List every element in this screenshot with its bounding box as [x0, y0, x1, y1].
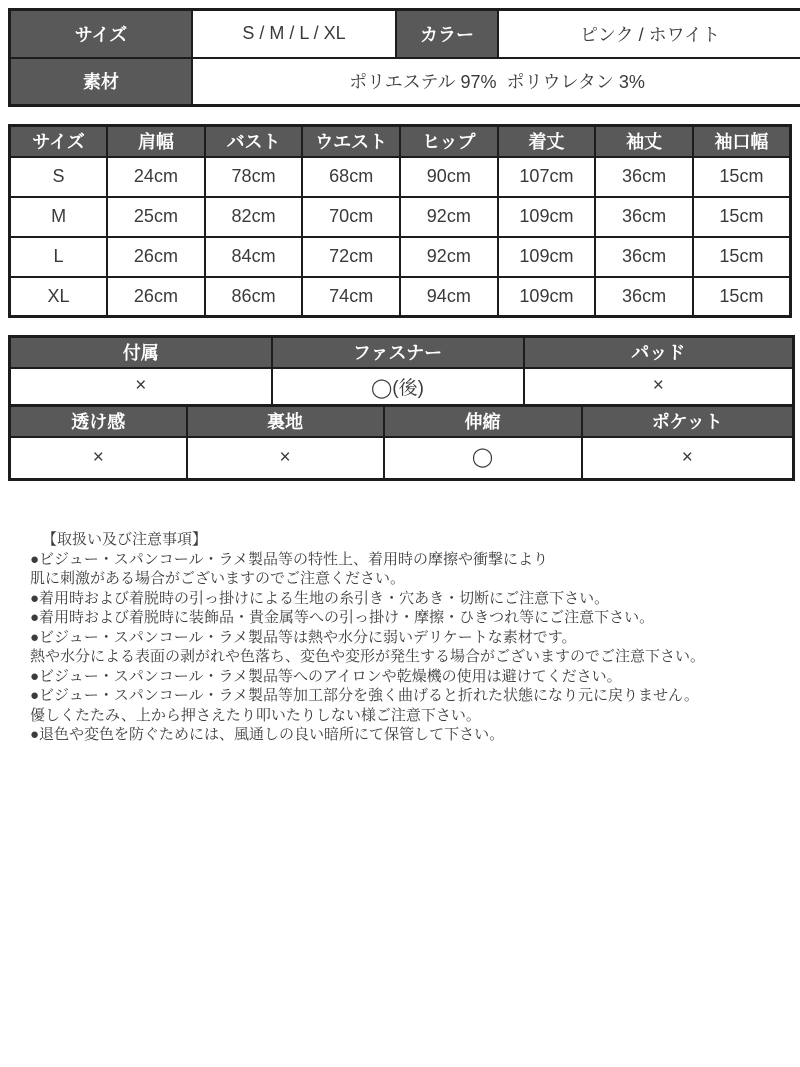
feature-value-cell: × — [524, 368, 794, 406]
feature-value-cell: × — [10, 437, 187, 480]
feature-header-cell: 透け感 — [10, 406, 187, 437]
size-chart-header-cell: ウエスト — [302, 126, 400, 157]
size-chart-header-cell: 着丈 — [498, 126, 596, 157]
size-chart-cell: 15cm — [693, 277, 791, 317]
feature-value-cell: ◯ — [384, 437, 582, 480]
size-chart-cell: 109cm — [498, 197, 596, 237]
size-chart-cell: 74cm — [302, 277, 400, 317]
features1-value-row — [10, 368, 794, 406]
size-label-cell: サイズ — [10, 10, 193, 58]
size-chart-cell: 72cm — [302, 237, 400, 277]
size-chart-cell: 92cm — [400, 237, 498, 277]
care-note-line: ●ビジュー・スパンコール・ラメ製品等へのアイロンや乾燥機の使用は避けてください。 — [30, 667, 622, 685]
size-chart-cell: 86cm — [205, 277, 303, 317]
size-chart-cell: 70cm — [302, 197, 400, 237]
table-row — [10, 10, 800, 58]
feature-value-cell: × — [10, 368, 272, 406]
feature-header-cell: ファスナー — [272, 337, 524, 368]
size-chart-header-cell: 袖丈 — [595, 126, 693, 157]
size-chart-header-cell: 肩幅 — [107, 126, 205, 157]
color-label-cell: カラー — [396, 10, 498, 58]
size-chart-cell: 68cm — [302, 157, 400, 197]
table-row — [10, 197, 791, 237]
care-note-line: ●着用時および着脱時の引っ掛けによる生地の糸引き・穴あき・切断にご注意下さい。 — [30, 589, 610, 607]
care-note-line: ●ビジュー・スパンコール・ラメ製品等の特性上、着用時の摩擦や衝撃により — [30, 550, 549, 568]
size-chart-cell: 26cm — [107, 277, 205, 317]
table-row — [10, 58, 800, 106]
size-chart-cell: 25cm — [107, 197, 205, 237]
table-row — [10, 277, 791, 317]
size-value-cell: S / M / L / XL — [192, 10, 396, 58]
size-chart-header-cell: 袖口幅 — [693, 126, 791, 157]
table-row — [10, 157, 791, 197]
size-chart-cell: 36cm — [595, 277, 693, 317]
size-chart-cell: 82cm — [205, 197, 303, 237]
product-info-table — [8, 8, 800, 107]
care-note-line: 熱や水分による表面の剥がれや色落ち、変色や変形が発生する場合がございますのでご注意下さい。 — [30, 648, 706, 665]
size-chart-cell: 36cm — [595, 237, 693, 277]
size-chart-header-cell: サイズ — [10, 126, 108, 157]
material-value-cell: ポリエステル 97% ポリウレタン 3% — [192, 58, 800, 106]
size-chart-cell: S — [10, 157, 108, 197]
size-chart-header-cell: ヒップ — [400, 126, 498, 157]
feature-header-cell: 伸縮 — [384, 406, 582, 437]
size-chart-cell: 24cm — [107, 157, 205, 197]
care-notes-lines — [30, 550, 782, 745]
size-chart-cell: XL — [10, 277, 108, 317]
size-chart-cell: 78cm — [205, 157, 303, 197]
feature-header-cell: ポケット — [582, 406, 794, 437]
care-note-line: ●退色や変色を防ぐためには、風通しの良い暗所にて保管して下さい。 — [30, 726, 505, 743]
feature-value-cell: × — [187, 437, 384, 480]
care-note-line: ●ビジュー・スパンコール・ラメ製品等は熱や水分に弱いデリケートな素材です。 — [30, 628, 577, 646]
size-chart-cell: 107cm — [498, 157, 596, 197]
size-chart-cell: 26cm — [107, 237, 205, 277]
table-row — [10, 237, 791, 277]
size-chart-cell: 109cm — [498, 237, 596, 277]
care-note-line: 優しくたたみ、上から押さえたり叩いたりしない様ご注意下さい。 — [30, 706, 481, 724]
care-note-line: ●着用時および着脱時に装飾品・貴金属等への引っ掛け・摩擦・ひきつれ等にご注意下さい。 — [30, 609, 655, 626]
color-value-cell: ピンク / ホワイト — [498, 10, 800, 58]
feature-value-cell: ◯(後) — [272, 368, 524, 406]
features-table-2 — [8, 404, 795, 481]
size-chart-cell: 84cm — [205, 237, 303, 277]
care-note-line: 肌に刺激がある場合がございますのでご注意ください。 — [30, 570, 406, 587]
size-chart-cell: 15cm — [693, 157, 791, 197]
feature-value-cell: × — [582, 437, 794, 480]
size-chart-cell: 36cm — [595, 157, 693, 197]
size-chart-table — [8, 124, 792, 318]
material-label-cell: 素材 — [10, 58, 193, 106]
size-chart-cell: 92cm — [400, 197, 498, 237]
size-chart-cell: 15cm — [693, 237, 791, 277]
size-chart-cell: M — [10, 197, 108, 237]
care-notes — [30, 530, 782, 745]
size-chart-header-row — [10, 126, 791, 157]
size-chart-cell: 90cm — [400, 157, 498, 197]
size-chart-cell: 36cm — [595, 197, 693, 237]
feature-header-cell: パッド — [524, 337, 794, 368]
size-chart-header-cell: バスト — [205, 126, 303, 157]
features-table-1 — [8, 335, 795, 407]
size-chart-cell: 15cm — [693, 197, 791, 237]
size-chart-body — [10, 157, 791, 317]
feature-header-cell: 付属 — [10, 337, 272, 368]
features1-header-row — [10, 337, 794, 368]
care-notes-title: 【取扱い及び注意事項】 — [42, 531, 208, 548]
size-chart-cell: 94cm — [400, 277, 498, 317]
size-chart-cell: L — [10, 237, 108, 277]
size-chart-cell: 109cm — [498, 277, 596, 317]
feature-header-cell: 裏地 — [187, 406, 384, 437]
features2-value-row — [10, 437, 794, 480]
features2-header-row — [10, 406, 794, 437]
care-note-line: ●ビジュー・スパンコール・ラメ製品等加工部分を強く曲げると折れた状態になり元に戻りません。 — [30, 687, 699, 704]
